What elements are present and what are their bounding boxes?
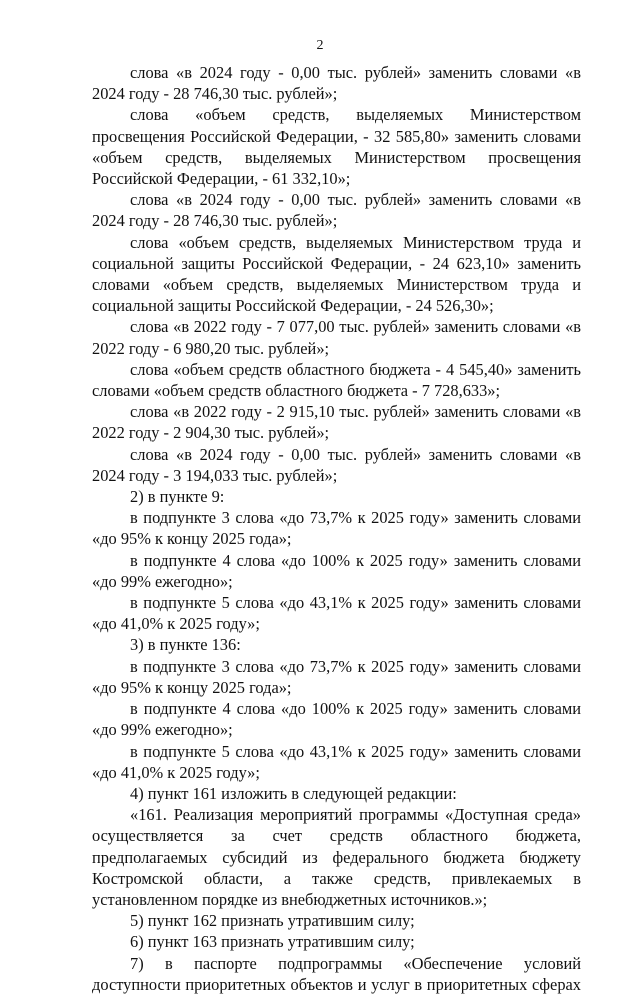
paragraph: 5) пункт 162 признать утратившим силу; — [130, 911, 415, 931]
paragraph: слова «объем средств, выделяемых Министерством просвещения Российской Федерации, - 32 585,80» заменить словами «объем средств, выделяемых Министерством просвещения Российской Федерации, - 61 332,10»; — [92, 105, 581, 189]
paragraph: в подпункте 3 слова «до 73,7% к 2025 году» заменить словами «до 95% к концу 2025 года»; — [92, 656, 581, 697]
paragraph: 7) в паспорте подпрограммы «Обеспечение условий доступности приоритетных объектов и услуг в приоритетных сферах — [92, 953, 581, 994]
paragraph: слова «объем средств областного бюджета - 4 545,40» заменить словами «объем средств областного бюджета - 7 728,633»; — [92, 359, 581, 401]
paragraph: в подпункте 3 слова «до 73,7% к 2025 году» заменить словами «до 95% к концу 2025 года»; — [92, 508, 581, 549]
document-body — [92, 62, 581, 995]
paragraph: 6) пункт 163 признать утратившим силу; — [130, 932, 415, 952]
paragraph: 4) пункт 161 изложить в следующей редакции: — [130, 783, 457, 803]
paragraph: в подпункте 4 слова «до 100% к 2025 году» заменить словами «до 99% ежегодно»; — [92, 550, 581, 591]
paragraph: слова «в 2022 году - 2 915,10 тыс. рублей» заменить словами «в 2022 году - 2 904,30 тыс. рублей»; — [92, 402, 581, 443]
paragraph: слова «в 2024 году - 0,00 тыс. рублей» заменить словами «в 2024 году - 28 746,30 тыс. рублей»; — [92, 63, 581, 104]
paragraph: 3) в пункте 136: — [130, 635, 241, 655]
page-number: 2 — [316, 38, 324, 53]
paragraph: слова «объем средств, выделяемых Министерством труда и социальной защиты Российской Федерации, - 24 623,10» заменить словами «объем средств, выделяемых Министерством труда и социальной защиты Российской Федерации, - 24 526,30»; — [92, 232, 581, 316]
paragraph: «161. Реализация мероприятий программы «Доступная среда» осуществляется за счет средств областного бюджета, предполагаемых субсидий из федерального бюджета бюджету Костромской области, а также средств, привлекаемых в установленном порядке из внебюджетных источников.»; — [92, 805, 581, 909]
paragraph: в подпункте 4 слова «до 100% к 2025 году» заменить словами «до 99% ежегодно»; — [92, 699, 581, 740]
paragraph: слова «в 2022 году - 7 077,00 тыс. рублей» заменить словами «в 2022 году - 6 980,20 тыс. рублей»; — [92, 317, 581, 358]
paragraph: в подпункте 5 слова «до 43,1% к 2025 году» заменить словами «до 41,0% к 2025 году»; — [92, 741, 581, 782]
paragraph: в подпункте 5 слова «до 43,1% к 2025 году» заменить словами «до 41,0% к 2025 году»; — [92, 593, 581, 634]
paragraph: слова «в 2024 году - 0,00 тыс. рублей» заменить словами «в 2024 году - 28 746,30 тыс. рублей»; — [92, 190, 581, 231]
paragraph: слова «в 2024 году - 0,00 тыс. рублей» заменить словами «в 2024 году - 3 194,033 тыс. рублей»; — [92, 444, 581, 485]
paragraph: 2) в пункте 9: — [130, 487, 225, 507]
